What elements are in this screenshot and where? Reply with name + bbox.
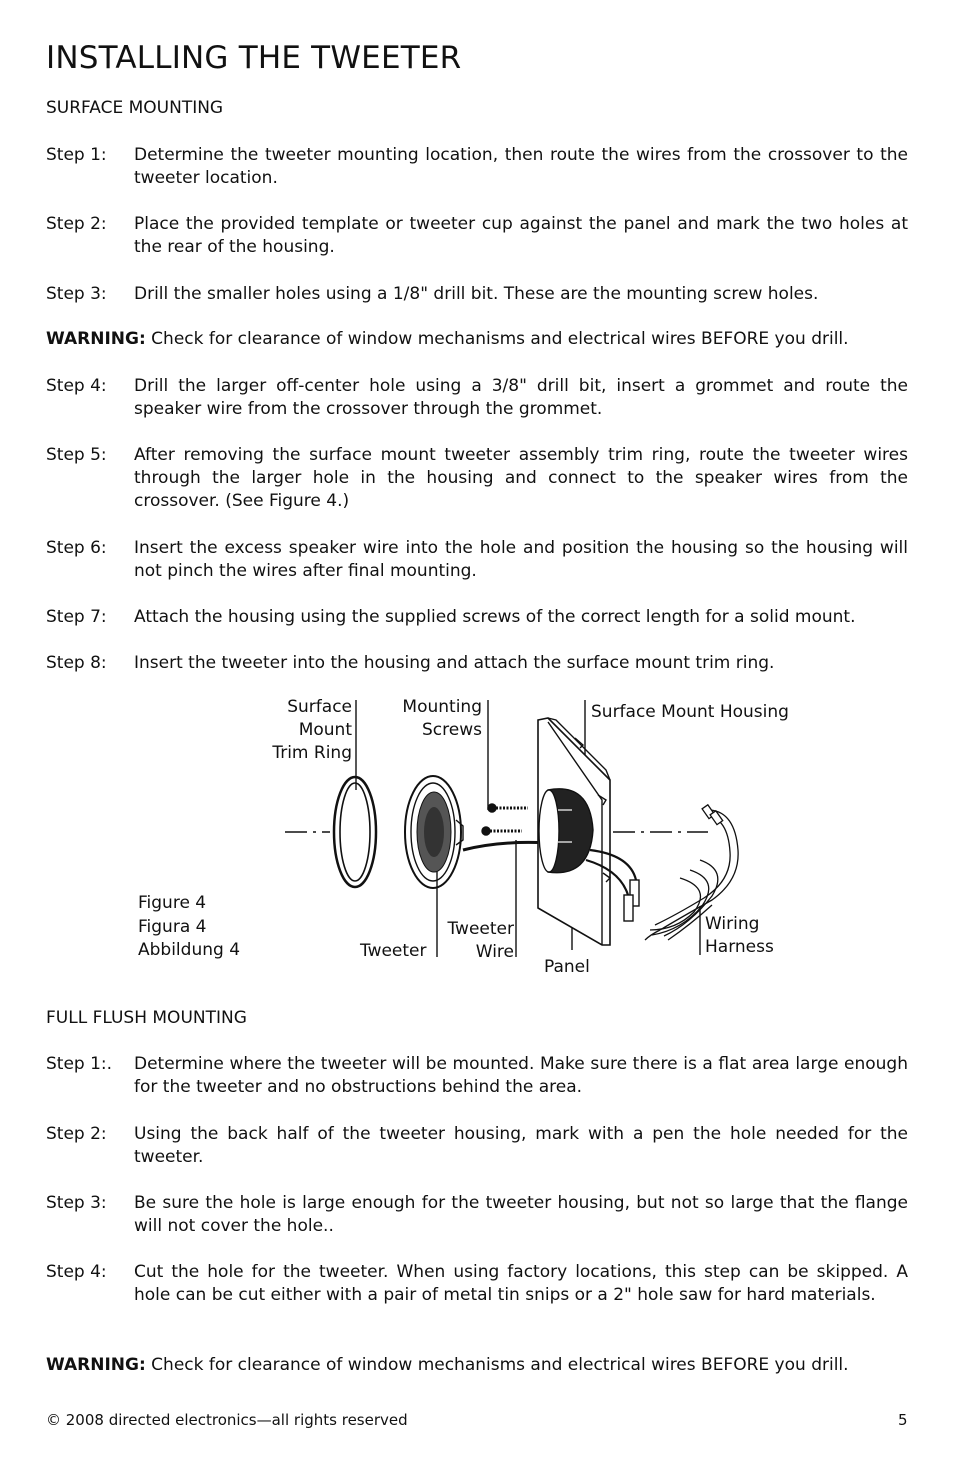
label-line: Trim Ring — [272, 743, 352, 763]
label-line: Mount — [298, 720, 352, 740]
label-line: Tweeter — [447, 919, 514, 939]
trim-ring-label — [240, 696, 352, 765]
step-number: Step 4: — [46, 1262, 107, 1282]
label-line: Wiring — [705, 914, 760, 934]
label-line: Harness — [705, 937, 774, 957]
step-text: Insert the excess speaker wire into the hole and position the housing so the housing will not pinch the wires after final mounting. — [134, 538, 908, 581]
step-number: Step 4: — [46, 376, 107, 396]
wiring-harness-label — [705, 913, 774, 959]
connector-shape — [624, 880, 639, 921]
step-text: Place the provided template or tweeter cup against the panel and mark the two holes at the rear of the housing. — [134, 214, 908, 257]
warning-label: WARNING: — [46, 329, 146, 349]
step-number: Step 1:. — [46, 1054, 113, 1074]
step-text: Drill the smaller holes using a 1/8" drill bit. These are the mounting screw holes. — [134, 284, 819, 304]
screw-upper-shape — [488, 804, 528, 812]
figure-caption — [138, 892, 240, 963]
step-number: Step 6: — [46, 538, 107, 558]
surface-mounting-heading: SURFACE MOUNTING — [46, 98, 224, 118]
step-number: Step 5: — [46, 445, 107, 465]
caption-line: Figure 4 — [138, 893, 207, 913]
footer-copyright: © 2008 directed electronics—all rights reserved — [46, 1411, 408, 1429]
footer-page-number: 5 — [898, 1411, 908, 1429]
screw-lower-shape — [482, 827, 522, 835]
step-text: Attach the housing using the supplied screws of the correct length for a solid mount. — [134, 607, 856, 627]
panel-label: Panel — [544, 957, 590, 977]
page-title: INSTALLING THE TWEETER — [46, 40, 462, 76]
step-text: Cut the hole for the tweeter. When using factory locations, this step can be skipped. A hole can be cut either with a pair of metal tin snips or a 2" hole saw for hard materials. — [134, 1262, 908, 1305]
step-text: Determine the tweeter mounting location, then route the wires from the crossover to the tweeter location. — [134, 145, 908, 188]
step-number: Step 2: — [46, 214, 107, 234]
label-line: Surface — [287, 697, 352, 717]
caption-line: Abbildung 4 — [138, 940, 241, 960]
step-text: Be sure the hole is large enough for the tweeter housing, but not so large that the flange will not cover the hole.. — [134, 1193, 908, 1236]
tweeter-wire-label — [420, 918, 514, 964]
step-number: Step 8: — [46, 653, 107, 673]
warning-text: Check for clearance of window mechanisms and electrical wires BEFORE you drill. — [145, 1355, 849, 1375]
full-flush-heading: FULL FLUSH MOUNTING — [46, 1008, 247, 1028]
flush-step-4 — [46, 1261, 908, 1307]
label-line: Wire — [475, 942, 514, 962]
trim-ring-shape — [334, 777, 376, 887]
step-text: Drill the larger off-center hole using a 3/8" drill bit, insert a grommet and route the speaker wire from the crossover through the grommet. — [134, 376, 908, 419]
housing-shape — [539, 789, 593, 873]
step-number: Step 3: — [46, 1193, 107, 1213]
flush-warning — [46, 1354, 916, 1377]
warning-label: WARNING: — [46, 1355, 146, 1375]
step-number: Step 2: — [46, 1124, 107, 1144]
housing-label: Surface Mount Housing — [591, 702, 789, 722]
flush-step-2 — [46, 1123, 908, 1169]
step-text: Using the back half of the tweeter housing, mark with a pen the hole needed for the tweeter. — [134, 1124, 908, 1167]
step-number: Step 7: — [46, 607, 107, 627]
step-text: Insert the tweeter into the housing and attach the surface mount trim ring. — [134, 653, 775, 673]
step-text: Determine where the tweeter will be mounted. Make sure there is a flat area large enough for the tweeter and no obstructions behind the area. — [134, 1054, 908, 1097]
label-line: Mounting — [402, 697, 482, 717]
step-number: Step 1: — [46, 145, 107, 165]
mounting-screws-label — [372, 696, 482, 742]
label-line: Screws — [422, 720, 482, 740]
step-text: After removing the surface mount tweeter assembly trim ring, route the tweeter wires through the larger hole in the housing and connect to the speaker wires from the crossover. (See Figure 4.) — [134, 445, 908, 511]
warning-text: Check for clearance of window mechanisms and electrical wires BEFORE you drill. — [145, 329, 849, 349]
flush-step-3 — [46, 1192, 908, 1238]
caption-line: Figura 4 — [138, 916, 207, 937]
flush-step-1 — [46, 1053, 908, 1099]
tweeter-shape — [405, 776, 463, 888]
step-number: Step 3: — [46, 284, 107, 304]
tweeter-label: Tweeter — [360, 941, 427, 961]
